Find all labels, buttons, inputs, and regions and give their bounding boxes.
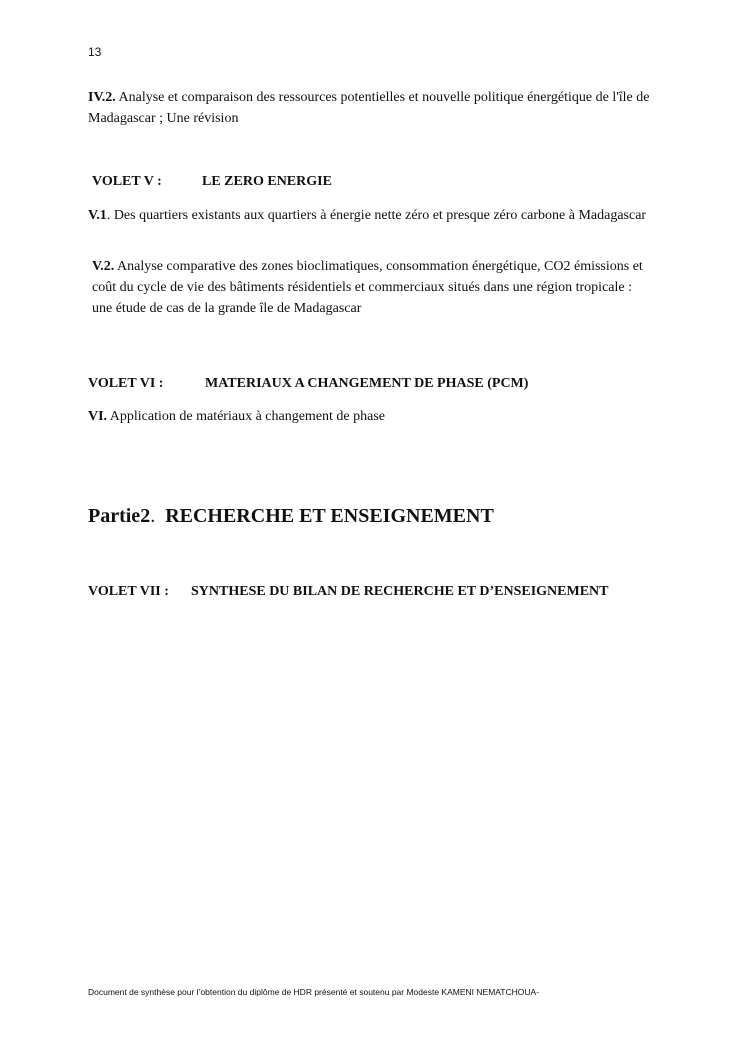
section-vi-text: Application de matériaux à changement de phase [107, 409, 386, 424]
partie2-separator: . [150, 505, 156, 527]
section-v1-text: . Des quartiers existants aux quartiers à énergie nette zéro et presque zéro carbone à Madagascar [106, 208, 647, 223]
page-footer: Document de synthèse pour l’obtention du diplôme de HDR présenté et soutenu par Modeste KAMENI NEMATCHOUA- [88, 987, 540, 997]
section-v2-text: Analyse comparative des zones bioclimatiques, consommation énergétique, CO2 émissions et coût du cycle de vie des bâtiments résidentiels et commerciaux situés dans une région tropicale : une étude de cas de la grande île de Madagascar [92, 259, 643, 316]
partie2-label: Partie2 [88, 505, 151, 527]
section-vi-label: VI. [88, 409, 108, 424]
page-number: 13 [88, 45, 102, 59]
section-iv2-label: IV.2. [88, 90, 116, 105]
volet-vii-label: VOLET VII : [88, 584, 169, 599]
volet-v-label: VOLET V : [92, 174, 162, 189]
volet-v-title: LE ZERO ENERGIE [202, 174, 332, 189]
volet-vi-title: MATERIAUX A CHANGEMENT DE PHASE (PCM) [205, 376, 529, 391]
section-v1 [88, 205, 658, 226]
partie2-title: RECHERCHE ET ENSEIGNEMENT [165, 505, 494, 527]
volet-vi-label: VOLET VI : [88, 376, 164, 391]
section-v2-label: V.2. [92, 259, 115, 274]
partie2-heading [88, 505, 494, 528]
section-v1-label: V.1 [88, 208, 107, 223]
section-iv2 [88, 87, 658, 129]
volet-vii-title: SYNTHESE DU BILAN DE RECHERCHE ET D’ENSEIGNEMENT [191, 584, 609, 599]
section-v2 [92, 256, 652, 319]
section-iv2-text: Analyse et comparaison des ressources potentielles et nouvelle politique énergétique de l'île de Madagascar ; Une révision [88, 90, 650, 126]
section-vi [88, 406, 658, 427]
